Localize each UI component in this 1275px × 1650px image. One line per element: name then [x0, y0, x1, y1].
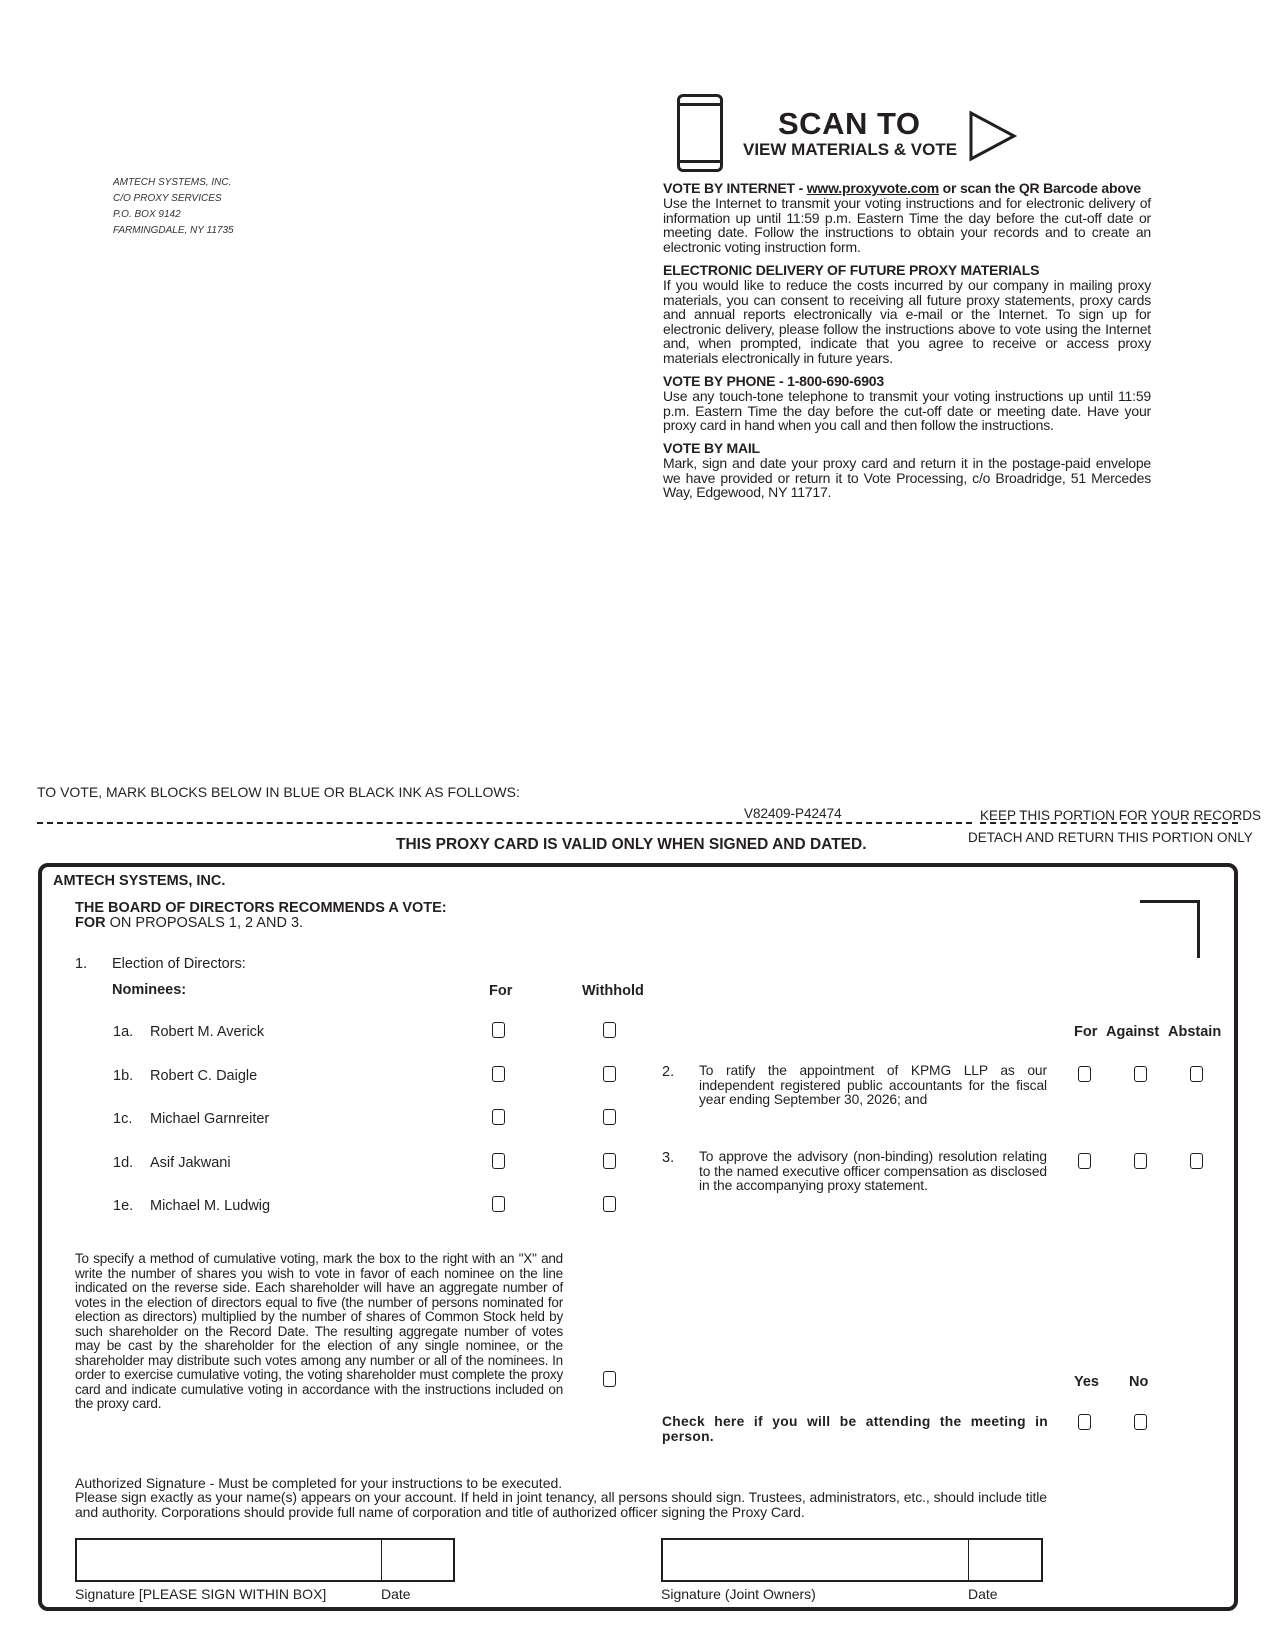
proposal3-abstain-checkbox[interactable] [1190, 1153, 1203, 1169]
vote-by-mail-body: Mark, sign and date your proxy card and return it in the postage-paid envelope we have provided or return it to Vote Processing, c/o Broadridge, 51 Mercedes Way, Edgewood, NY 11717. [663, 455, 1151, 501]
col-for-header-right: For [1074, 1024, 1098, 1040]
col-for-header: For [489, 983, 513, 999]
joint-date-label: Date [968, 1586, 998, 1602]
vote-by-phone-section [663, 374, 1151, 433]
nominee-number: 1e. [113, 1198, 134, 1214]
return-address-line: FARMINGDALE, NY 11735 [113, 225, 234, 236]
vote-by-internet-body: Use the Internet to transmit your voting instructions and for electronic delivery of information up until 11:59 p.m. Eastern Time the day before the cut-off date or meeting date. Follow the instructions to obtain your records and to create an electronic voting instruction form. [663, 195, 1151, 255]
proposal2-abstain-checkbox[interactable] [1190, 1066, 1203, 1082]
play-arrow-icon [968, 110, 1018, 162]
electronic-delivery-body: If you would like to reduce the costs incurred by our company in mailing proxy materials, you can consent to receiving all future proxy statements, proxy cards and annual reports electronically via e-mail or the Internet. To sign up for electronic delivery, please follow the instructions above to vote using the Internet and, when prompted, indicate that you agree to receive or access proxy materials electronically in future years. [663, 277, 1151, 366]
proposal3-against-checkbox[interactable] [1134, 1153, 1147, 1169]
board-recommendation: THE BOARD OF DIRECTORS RECOMMENDS A VOTE: [75, 900, 447, 916]
smartphone-icon [677, 94, 723, 172]
valid-notice: THIS PROXY CARD IS VALID ONLY WHEN SIGNED AND DATED. [396, 836, 867, 853]
proposal2-for-checkbox[interactable] [1078, 1066, 1091, 1082]
control-number: V82409-P42474 [744, 806, 842, 821]
attend-no-checkbox[interactable] [1134, 1414, 1147, 1430]
card-company-name: AMTECH SYSTEMS, INC. [53, 873, 226, 889]
yes-header: Yes [1074, 1374, 1099, 1390]
signature-box[interactable] [75, 1538, 455, 1582]
vote-by-mail-section [663, 441, 1151, 500]
nominees-header: Nominees: [112, 982, 187, 998]
authorized-signature-note: Authorized Signature - Must be completed for your instructions to be executed. [75, 1475, 563, 1491]
vote-by-phone-body: Use any touch-tone telephone to transmit your voting instructions up until 11:59 p.m. Eastern Time the day before the cut-off date or meeting date. Have your proxy card in hand when you call and then follow the instructions. [663, 388, 1151, 434]
signature-date-divider [381, 1538, 382, 1582]
nominee-name: Asif Jakwani [150, 1155, 231, 1171]
scan-heading: SCAN TO [778, 106, 921, 141]
electronic-delivery-heading: ELECTRONIC DELIVERY OF FUTURE PROXY MATERIALS [663, 262, 1040, 278]
vote-by-mail-heading: VOTE BY MAIL [663, 440, 760, 456]
proposals-recommendation: FOR ON PROPOSALS 1, 2 AND 3. [75, 915, 304, 931]
cumulative-voting-text: To specify a method of cumulative voting, mark the box to the right with an "X" and write the number of shares you wish to vote in favor of each nominee on the line indicated on the reverse side. Each shareholder will have an aggregate number of votes in the election of directors equal to five (the number of persons nominated for election as directors) multiplied by the number of shares of Common Stock held by such shareholder on the Record Date. The resulting aggregate number of votes may be cast by the shareholder for the election of any single nominee, or the shareholder may distribute such votes among any number or all of the nominees. In order to exercise cumulative voting, the voting shareholder must complete the proxy card and indicate cumulative voting in accordance with the instructions included on the proxy card. [75, 1251, 563, 1411]
proposal3-text: To approve the advisory (non-binding) resolution relating to the named executive officer compensation as disclosed in the accompanying proxy statement. [699, 1149, 1047, 1193]
for-checkbox[interactable] [492, 1066, 505, 1082]
nominee-number: 1c. [113, 1111, 133, 1127]
signature-label: Signature [PLEASE SIGN WITHIN BOX] [75, 1586, 327, 1602]
scan-subheading: VIEW MATERIALS & VOTE [743, 140, 958, 159]
proposal2-number: 2. [662, 1064, 675, 1080]
detach-line [37, 822, 972, 824]
joint-signature-date-divider [968, 1538, 969, 1582]
joint-signature-box[interactable] [661, 1538, 1043, 1582]
withhold-checkbox[interactable] [603, 1066, 616, 1082]
item1-number: 1. [75, 956, 88, 972]
signing-instructions: Please sign exactly as your name(s) appears on your account. If held in joint tenancy, all persons should sign. Trustees, administrators, etc., should include title and authority. Corporations should provide full name of corporation and title of authorized officer signing the Proxy Card. [75, 1489, 1047, 1520]
for-checkbox[interactable] [492, 1196, 505, 1212]
return-address-line: P.O. BOX 9142 [113, 209, 181, 220]
nominee-number: 1d. [113, 1155, 134, 1171]
attend-meeting-text: Check here if you will be attending the meeting in person. [662, 1414, 1048, 1444]
for-checkbox[interactable] [492, 1022, 505, 1038]
cumulative-voting-checkbox[interactable] [603, 1371, 616, 1387]
vote-by-phone-heading: VOTE BY PHONE - 1-800-690-6903 [663, 373, 884, 389]
date-label: Date [381, 1586, 411, 1602]
col-withhold-header: Withhold [582, 983, 644, 999]
item1-label: Election of Directors: [112, 956, 246, 972]
proxyvote-link[interactable]: www.proxyvote.com [806, 180, 939, 196]
nominee-name: Michael M. Ludwig [150, 1198, 271, 1214]
return-address-line: AMTECH SYSTEMS, INC. [113, 177, 232, 188]
electronic-delivery-section [663, 263, 1151, 366]
col-abstain-header: Abstain [1168, 1024, 1222, 1040]
nominee-number: 1a. [113, 1024, 134, 1040]
nominee-name: Robert C. Daigle [150, 1068, 258, 1084]
withhold-checkbox[interactable] [603, 1109, 616, 1125]
proposal3-number: 3. [662, 1150, 675, 1166]
col-against-header: Against [1106, 1024, 1160, 1040]
attend-yes-checkbox[interactable] [1078, 1414, 1091, 1430]
proposal2-text: To ratify the appointment of KPMG LLP as our independent registered public accountants for the fiscal year ending September 30, 2026; and [699, 1063, 1047, 1107]
withhold-checkbox[interactable] [603, 1022, 616, 1038]
withhold-checkbox[interactable] [603, 1196, 616, 1212]
for-checkbox[interactable] [492, 1153, 505, 1169]
nominee-number: 1b. [113, 1068, 134, 1084]
detach-portion-label: DETACH AND RETURN THIS PORTION ONLY [968, 830, 1253, 845]
corner-mark [1140, 900, 1200, 958]
vote-by-internet-heading: VOTE BY INTERNET - www.proxyvote.com or scan the QR Barcode above [663, 180, 1141, 196]
vote-by-internet-section [663, 181, 1151, 254]
joint-signature-label: Signature (Joint Owners) [661, 1586, 816, 1602]
to-vote-instruction: TO VOTE, MARK BLOCKS BELOW IN BLUE OR BLACK INK AS FOLLOWS: [37, 784, 520, 800]
return-address-line: C/O PROXY SERVICES [113, 193, 222, 204]
withhold-checkbox[interactable] [603, 1153, 616, 1169]
no-header: No [1129, 1374, 1149, 1390]
for-checkbox[interactable] [492, 1109, 505, 1125]
proposal2-against-checkbox[interactable] [1134, 1066, 1147, 1082]
return-address [113, 175, 234, 239]
nominee-name: Michael Garnreiter [150, 1111, 270, 1127]
keep-portion-label: KEEP THIS PORTION FOR YOUR RECORDS [980, 808, 1262, 823]
proposal3-for-checkbox[interactable] [1078, 1153, 1091, 1169]
nominee-name: Robert M. Averick [150, 1024, 265, 1040]
